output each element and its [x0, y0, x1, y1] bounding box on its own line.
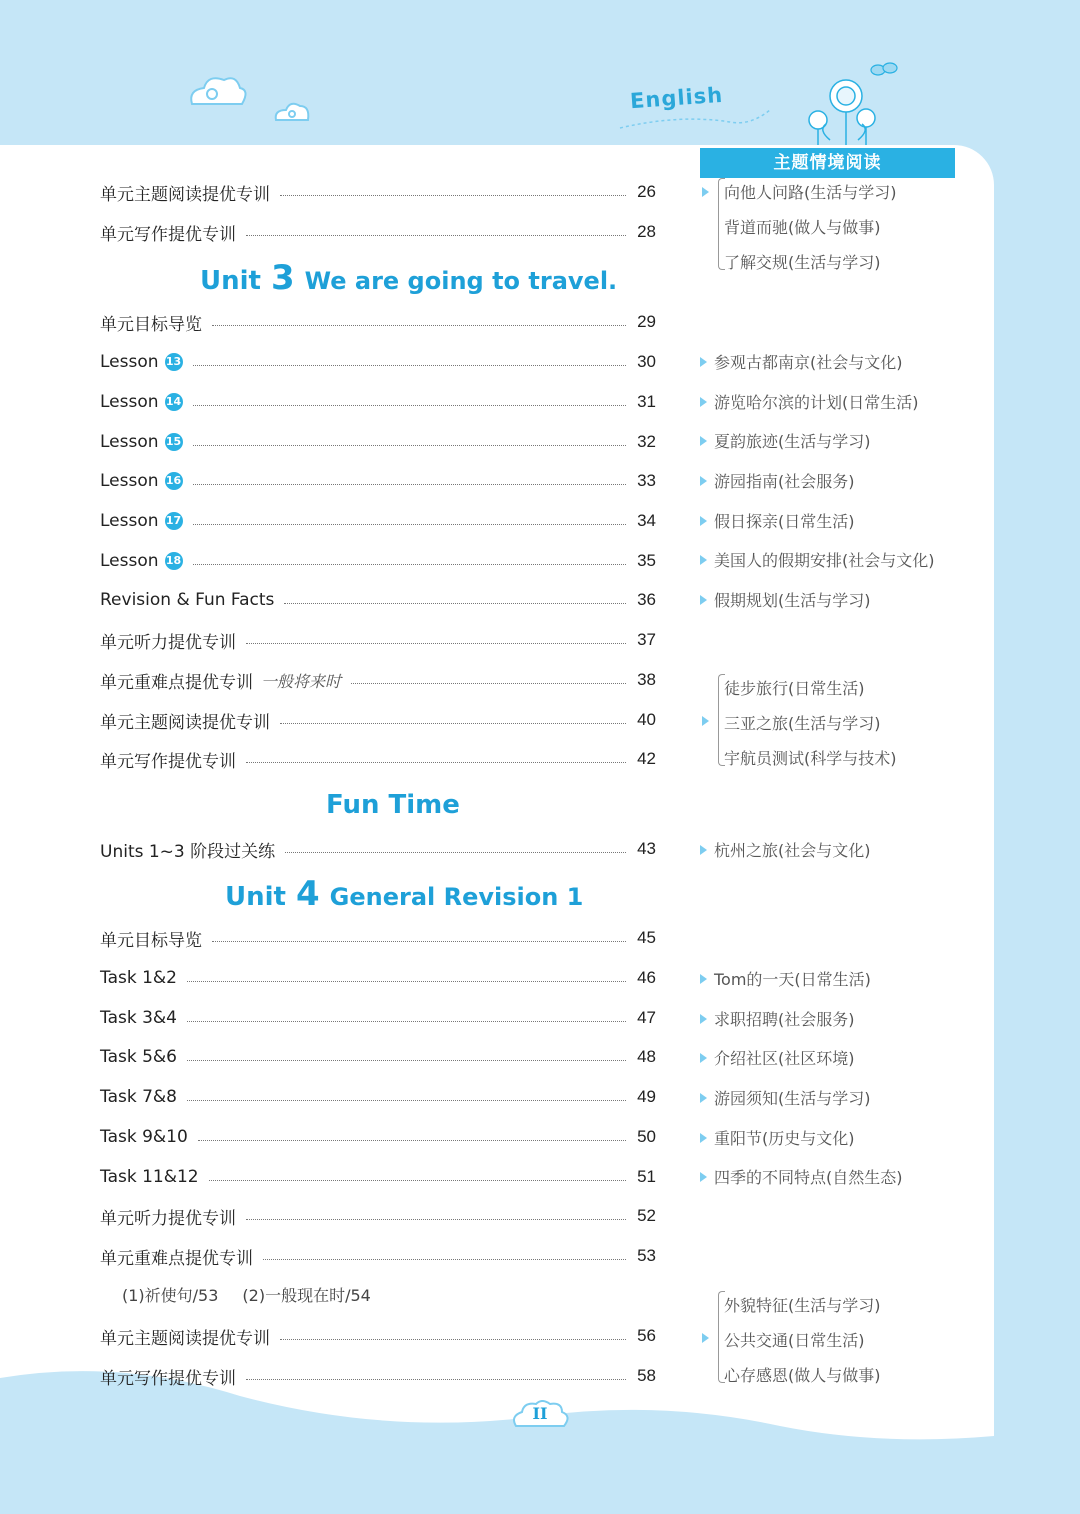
theme-item[interactable]: 公共交通(日常生活)	[724, 1331, 865, 1350]
toc-row[interactable]: 单元主题阅读提优专训 26	[100, 182, 656, 205]
lesson-number-badge: 16	[165, 472, 183, 490]
triangle-icon	[702, 1333, 709, 1343]
theme-item[interactable]: 求职招聘(社会服务)	[700, 1007, 855, 1030]
theme-item[interactable]: 宇航员测试(科学与技术)	[724, 749, 897, 768]
theme-item[interactable]: 游园须知(生活与学习)	[700, 1086, 871, 1109]
theme-reading-header: 主题情境阅读	[700, 148, 955, 178]
toc-row[interactable]: 单元目标导览 45	[100, 928, 656, 951]
sunflower-icon	[809, 80, 875, 145]
toc-row[interactable]: 单元主题阅读提优专训 56	[100, 1326, 656, 1349]
theme-item[interactable]: 美国人的假期安排(社会与文化)	[700, 548, 935, 571]
sub-topic[interactable]: (1)祈使句/53	[122, 1286, 219, 1305]
theme-item[interactable]: 游览哈尔滨的计划(日常生活)	[700, 390, 919, 413]
toc-row[interactable]: Task 11&12 51	[100, 1167, 656, 1187]
english-logo: English	[629, 82, 724, 114]
cloud-icon	[191, 78, 245, 104]
toc-row[interactable]: 单元写作提优专训 42	[100, 749, 656, 772]
toc-row[interactable]: Task 3&4 47	[100, 1008, 656, 1028]
bottom-wave	[0, 1370, 1080, 1514]
theme-item[interactable]: 游园指南(社会服务)	[700, 469, 855, 492]
sub-topic[interactable]: (2)一般现在时/54	[242, 1286, 371, 1305]
triangle-icon	[700, 357, 707, 367]
theme-item[interactable]: 向他人问路(生活与学习)	[724, 183, 897, 202]
triangle-icon	[700, 1133, 707, 1143]
theme-item[interactable]: 外貌特征(生活与学习)	[724, 1296, 881, 1315]
triangle-icon	[700, 845, 707, 855]
theme-item[interactable]: 四季的不同特点(自然生态)	[700, 1165, 903, 1188]
theme-item[interactable]: 背道而驰(做人与做事)	[724, 218, 881, 237]
toc-row[interactable]: Units 1~3 阶段过关练 43	[100, 839, 656, 862]
triangle-icon	[700, 476, 707, 486]
toc-row[interactable]: 单元目标导览 29	[100, 312, 656, 335]
toc-row[interactable]: 单元写作提优专训 28	[100, 222, 656, 245]
triangle-icon	[700, 974, 707, 984]
sub-topics	[122, 1283, 395, 1306]
theme-item[interactable]: 假期规划(生活与学习)	[700, 588, 871, 611]
triangle-icon	[700, 1172, 707, 1182]
toc-row[interactable]: Task 7&8 49	[100, 1087, 656, 1107]
toc-row[interactable]: 单元听力提优专训 37	[100, 630, 656, 653]
toc-row[interactable]: Lesson 17 34	[100, 511, 656, 531]
lesson-number-badge: 17	[165, 512, 183, 530]
triangle-icon	[702, 187, 709, 197]
theme-item[interactable]: 夏韵旅迹(生活与学习)	[700, 429, 871, 452]
butterfly-icon	[871, 63, 897, 75]
toc-row[interactable]: Lesson 13 30	[100, 352, 656, 372]
theme-item[interactable]: 重阳节(历史与文化)	[700, 1126, 855, 1149]
lesson-number-badge: 14	[165, 393, 183, 411]
triangle-icon	[700, 516, 707, 526]
lesson-number-badge: 15	[165, 433, 183, 451]
dashed-trail	[620, 110, 770, 128]
toc-row[interactable]: 单元听力提优专训 52	[100, 1206, 656, 1229]
header-decoration	[0, 0, 1080, 145]
triangle-icon	[700, 1014, 707, 1024]
toc-row[interactable]: Task 5&6 48	[100, 1047, 656, 1067]
page-number-badge	[510, 1400, 570, 1430]
toc-row[interactable]: 单元主题阅读提优专训 40	[100, 710, 656, 733]
fun-time-heading: Fun Time	[326, 790, 460, 820]
theme-item[interactable]: 假日探亲(日常生活)	[700, 509, 855, 532]
theme-item[interactable]: 三亚之旅(生活与学习)	[724, 714, 881, 733]
theme-item[interactable]: 参观古都南京(社会与文化)	[700, 350, 903, 373]
lesson-number-badge: 18	[165, 552, 183, 570]
toc-row[interactable]: 单元重难点提优专训 53	[100, 1246, 656, 1269]
unit-3-heading: Unit 3 We are going to travel.	[200, 258, 618, 298]
triangle-icon	[700, 1053, 707, 1063]
triangle-icon	[700, 595, 707, 605]
triangle-icon	[700, 436, 707, 446]
unit-4-heading: Unit 4 General Revision 1	[225, 874, 584, 914]
triangle-icon	[700, 397, 707, 407]
triangle-icon	[700, 555, 707, 565]
toc-row[interactable]: Lesson 16 33	[100, 471, 656, 491]
theme-item[interactable]: Tom的一天(日常生活)	[700, 967, 871, 990]
toc-row[interactable]: 单元写作提优专训 58	[100, 1366, 656, 1389]
toc-row[interactable]: Lesson 14 31	[100, 392, 656, 412]
toc-row[interactable]: Lesson 18 35	[100, 551, 656, 571]
theme-item[interactable]: 心存感恩(做人与做事)	[724, 1366, 881, 1385]
theme-item[interactable]: 了解交规(生活与学习)	[724, 253, 881, 272]
toc-row[interactable]: Revision & Fun Facts 36	[100, 590, 656, 610]
toc-row[interactable]: Task 1&2 46	[100, 968, 656, 988]
cloud-icon	[276, 104, 309, 120]
triangle-icon	[700, 1093, 707, 1103]
toc-row[interactable]: Task 9&10 50	[100, 1127, 656, 1147]
theme-item[interactable]: 徒步旅行(日常生活)	[724, 679, 865, 698]
page-number: II	[532, 1404, 548, 1423]
theme-item[interactable]: 杭州之旅(社会与文化)	[700, 838, 871, 861]
theme-item[interactable]: 介绍社区(社区环境)	[700, 1046, 855, 1069]
toc-row[interactable]: Lesson 15 32	[100, 432, 656, 452]
toc-row[interactable]: 单元重难点提优专训 一般将来时 38	[100, 670, 656, 693]
triangle-icon	[702, 716, 709, 726]
lesson-number-badge: 13	[165, 353, 183, 371]
